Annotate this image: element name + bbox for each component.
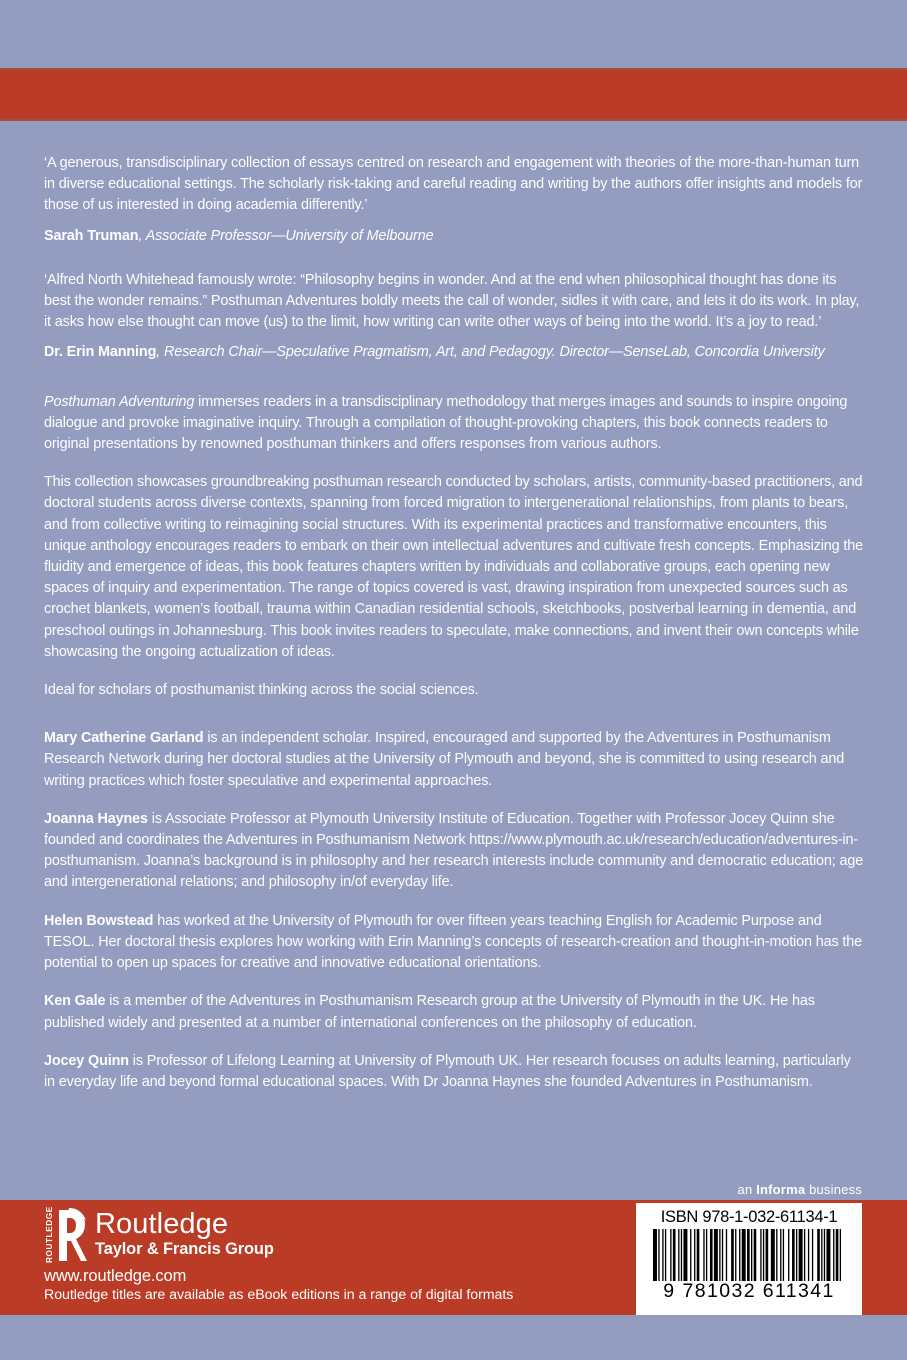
routledge-name: Routledge [95, 1208, 229, 1240]
author-bio-gale-text: is a member of the Adventures in Posthumanism Research group at the University of Plymouth in the UK. He has published widely and presented at a number of international conferences on the philosophy of education. [44, 992, 815, 1031]
endorsement-2-role: , Research Chair—Speculative Pragmatism, Art, and Pedagogy. Director—SenseLab, Concordia University [156, 343, 825, 361]
endorsement-1-attribution [44, 225, 863, 246]
endorsement-2 [44, 269, 864, 363]
ean-body-digits: 781032 611341 [682, 1280, 835, 1302]
endorsement-1-name: Sarah Truman [44, 226, 139, 244]
routledge-r-glyph [57, 1208, 87, 1263]
author-name-bowstead: Helen Bowstead [44, 911, 154, 929]
author-name-haynes: Joanna Haynes [44, 809, 148, 827]
spacer [44, 709, 864, 727]
author-bio-quinn [44, 1050, 863, 1092]
routledge-url[interactable]: www.routledge.com [44, 1267, 187, 1285]
informa-brand: Informa [756, 1182, 806, 1197]
routledge-logo-icon [44, 1208, 88, 1263]
routledge-vertical-wordmark: ROUTLEDGE [45, 1206, 54, 1263]
informa-strapline [738, 1182, 862, 1197]
blurb-paragraph-2: This collection showcases groundbreaking posthuman research conducted by scholars, artists, community-based practitioners, and doctoral students across diverse contexts, spanning from forced migration to intergenerational relationships, from plants to bears, and from collective writing to reimagining social structures. With its experimental practices and transformative encounters, this unique anthology encourages readers to embark on their own intellectual adventures and cultivate fresh concepts. Emphasizing the fluidity and emergence of ideas, this book features chapters written by individuals and collaborative groups, each opening new spaces of inquiry and experimentation. The range of topics covered is vast, drawing inspiration from unexpected sources such as crochet blankets, women’s football, trauma within Canadian residential schools, sketchbooks, postverbal learning in dementia, and preschool outings in Johannesburg. This book invites readers to speculate, make connections, and invent their own concepts while showcasing the ongoing actualization of ideas. [44, 473, 864, 660]
informa-prefix: an [737, 1182, 757, 1197]
spacer [44, 902, 864, 910]
back-cover-content [44, 152, 864, 1101]
routledge-logo-block [44, 1208, 274, 1286]
ean-digits [644, 1280, 854, 1302]
band-edge-top [0, 68, 907, 70]
endorsement-1-role: , Associate Professor—University of Melbourne [138, 226, 434, 244]
author-name-quinn: Jocey Quinn [44, 1051, 129, 1069]
spacer [44, 982, 864, 990]
blurb-paragraph-3: Ideal for scholars of posthumanist thinking across the social sciences. [44, 681, 479, 699]
endorsement-2-name: Dr. Erin Manning [44, 343, 157, 361]
spacer [44, 463, 864, 471]
author-bio-bowstead-text: has worked at the University of Plymouth for over fifteen years teaching English for Academic Purpose and TESOL. Her doctoral thesis explores how working with Erin Manning’s concepts of research-creation and thought-in-motion has the potential to open up spaces for creative and innovative educational orientations. [44, 911, 863, 972]
spacer [44, 373, 864, 391]
barcode-icon [653, 1229, 845, 1281]
author-bio-haynes [44, 808, 863, 893]
spacer [44, 256, 864, 269]
isbn-panel [636, 1203, 862, 1315]
routledge-wordmark [95, 1209, 274, 1259]
endorsement-2-quote: ‘Alfred North Whitehead famously wrote: “Philosophy begins in wonder. And at the end when philosophical thought has done its best the wonder remains.” Posthuman Adventures boldly meets the call of wonder, sidles it with care, and lets it do its work. In play, it asks how else thought can move (us) to the limit, how writing can write other ways of being into the world. It’s a joy to read.’ [44, 270, 860, 331]
spacer [44, 800, 864, 808]
ebook-availability-note: Routledge titles are available as eBook editions in a range of digital formats [44, 1287, 514, 1303]
routledge-subtitle: Taylor & Francis Group [95, 1240, 274, 1258]
author-bio-haynes-text: is Associate Professor at Plymouth University Institute of Education. Together with Professor Jocey Quinn she founded and coordinates the Adventures in Posthumanism Network https://www.plymouth.ac.uk/research/education/adventures-in-posthumanism. Joanna’s background is in philosophy and her research interests include community and democratic education; age and intergenerational relations; and philosophy in/of everyday life. [44, 809, 864, 891]
author-bio-quinn-text: is Professor of Lifelong Learning at University of Plymouth UK. Her research focuses on adults learning, particularly in everyday life and beyond formal educational spaces. With Dr Joanna Haynes she founded Adventures in Posthumanism. [44, 1051, 851, 1090]
isbn-number: ISBN 978-1-032-61134-1 [660, 1208, 838, 1226]
author-name-gale: Ken Gale [44, 992, 106, 1010]
spacer [44, 1042, 864, 1050]
author-name-garland: Mary Catherine Garland [44, 729, 204, 747]
informa-suffix: business [805, 1182, 862, 1197]
blurb-paragraph-1-rest: immerses readers in a transdisciplinary methodology that merges images and sounds to inspire ongoing dialogue and provoke imaginative inquiry. Through a compilation of thought-provoking chapters, this book connects readers to original presentations by renowned posthuman thinkers and offers responses from various authors. [44, 392, 848, 453]
endorsement-1-quote: ‘A generous, transdisciplinary collection of essays centred on research and engagement with theories of the more-than-human turn in diverse educational settings. The scholarly risk-taking and careful reading and writing by the authors offer insights and models for those of us interested in doing academia differently.’ [44, 154, 863, 214]
author-bio-garland [44, 727, 863, 791]
band-edge-bottom [0, 119, 907, 121]
routledge-logo-row [44, 1208, 274, 1263]
author-bio-gale [44, 990, 863, 1032]
spacer [44, 671, 864, 679]
book-title-mention: Posthuman Adventuring [44, 392, 195, 410]
endorsement-1 [44, 152, 864, 246]
blurb-paragraph-1 [44, 391, 863, 455]
top-accent-band [0, 68, 907, 121]
author-bio-bowstead [44, 910, 863, 974]
author-bio-garland-text: is an independent scholar. Inspired, encouraged and supported by the Adventures in Posthumanism Research Network during her doctoral studies at the University of Plymouth and beyond, she is committed to using research and writing practices which foster speculative and experimental approaches. [44, 729, 845, 789]
endorsement-2-attribution [44, 341, 863, 362]
ean-lead-digit: 9 [663, 1280, 676, 1302]
